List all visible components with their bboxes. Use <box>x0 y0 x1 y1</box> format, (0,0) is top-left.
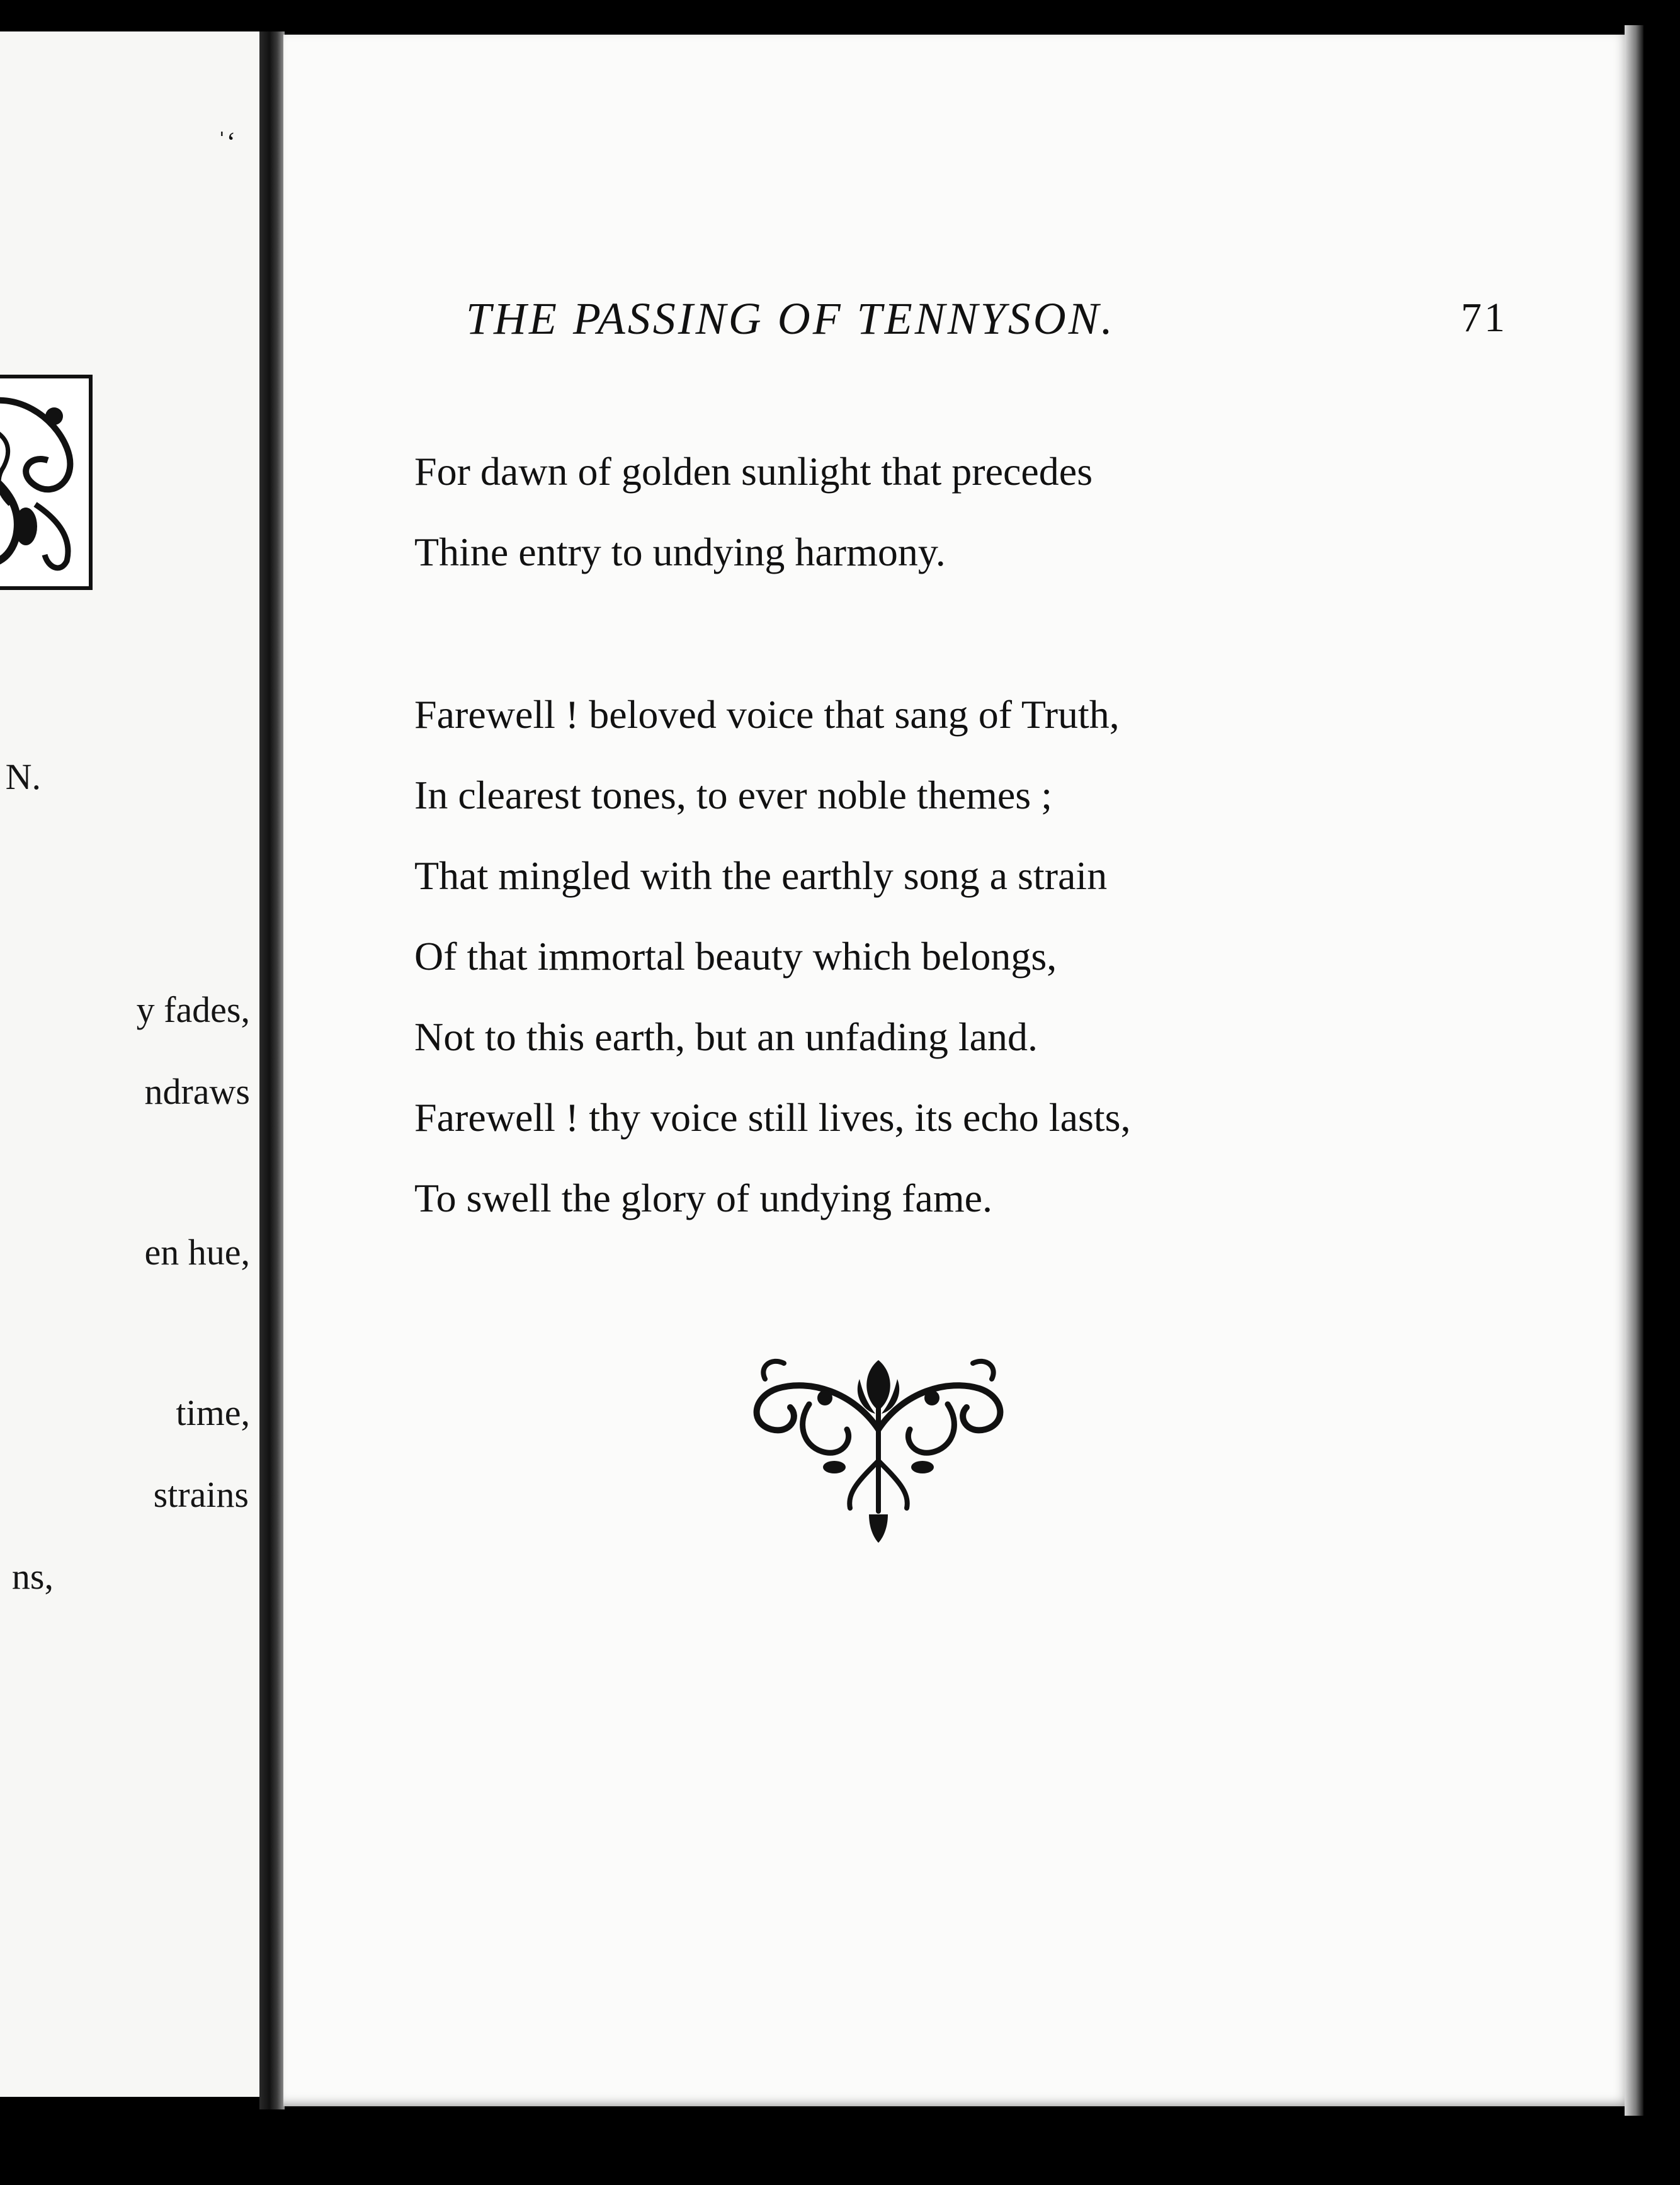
left-fragment-hue: en hue, <box>144 1232 250 1273</box>
poem-line: Thine entry to undying harmony. <box>414 530 946 574</box>
poem-line: In clearest tones, to ever noble themes ; <box>414 773 1052 817</box>
stray-mark: ˈ‘ <box>217 127 236 157</box>
page-number: 71 <box>1461 295 1507 341</box>
right-page <box>283 35 1631 2106</box>
left-fragment-fades: y fades, <box>136 989 250 1030</box>
left-page <box>0 31 261 2097</box>
poem-line: Farewell ! thy voice still lives, its echo lasts, <box>414 1095 1131 1140</box>
running-title: THE PASSING OF TENNYSON. <box>466 293 1115 344</box>
left-fragment-ns: ns, <box>11 1556 54 1597</box>
poem-line: That mingled with the earthly song a strain <box>414 853 1108 898</box>
left-fragment-strains: strains <box>153 1474 249 1515</box>
poem-line: Of that immortal beauty which belongs, <box>414 934 1057 979</box>
floral-woodcut-ornament-icon <box>0 375 93 590</box>
poem-text <box>414 431 1131 1239</box>
running-head <box>466 293 1507 345</box>
left-fragment-draws: ndraws <box>144 1071 250 1112</box>
floral-tailpiece-ornament-icon <box>740 1335 1017 1549</box>
left-fragment-n: N. <box>5 756 41 797</box>
stanza-break <box>414 593 1131 674</box>
poem-line: To swell the glory of undying fame. <box>414 1176 992 1220</box>
page-edge-shadow <box>1625 25 1643 2116</box>
left-fragment-time: time, <box>176 1392 250 1433</box>
poem-line: Not to this earth, but an unfading land. <box>414 1014 1038 1059</box>
poem-line: For dawn of golden sunlight that precedes <box>414 449 1093 494</box>
poem-line: Farewell ! beloved voice that sang of Truth, <box>414 692 1120 737</box>
book-gutter <box>259 31 285 2109</box>
